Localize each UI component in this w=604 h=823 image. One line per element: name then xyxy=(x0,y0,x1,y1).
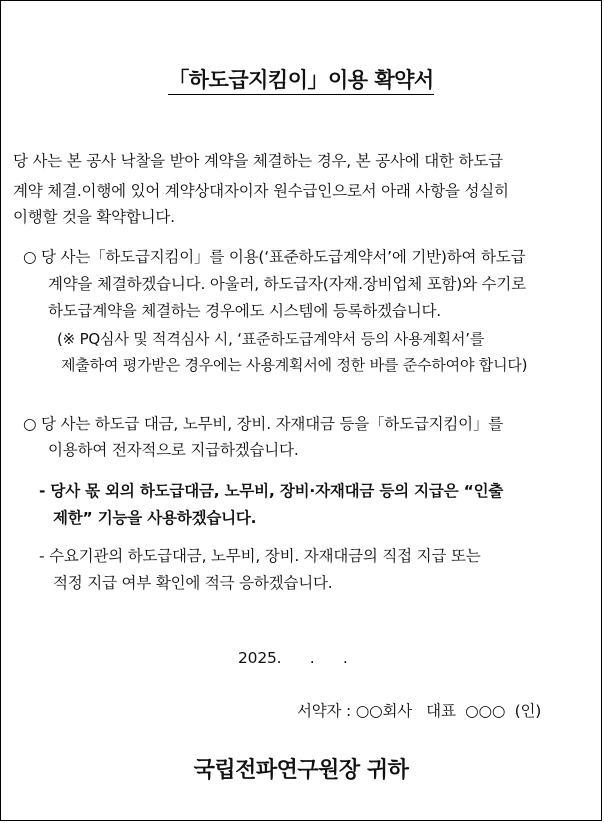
item2-sub1-line-1: - 당사 몫 외의 하도급대금, 노무비, 장비·자재대금 등의 지급은 “인출 xyxy=(39,482,504,500)
item1-line-1: ○ 당 사는「하도급지킴이」를 이용(‘표준하도급계약서’에 기반)하여 하도급 xyxy=(23,248,526,266)
intro-line-3: 이행할 것을 확약합니다. xyxy=(13,208,175,226)
intro-line-2: 계약 체결.이행에 있어 계약상대자이자 원수급인으로서 아래 사항을 성실히 xyxy=(13,182,509,200)
date-line: 2025. . . xyxy=(238,649,348,667)
item2-sub2-line-2: 적정 지급 여부 확인에 적극 응하겠습니다. xyxy=(53,574,333,592)
recipient-line: 국립전파연구원장 귀하 xyxy=(193,758,409,783)
item2-line-2: 이용하여 전자적으로 지급하겠습니다. xyxy=(48,441,299,459)
item1-line-3: 하도급계약을 체결하는 경우에도 시스템에 등록하겠습니다. xyxy=(48,302,441,320)
item1-note-line-2: 제출하여 평가받은 경우에는 사용계획서에 정한 바를 준수하여야 합니다) xyxy=(61,356,528,374)
item1-note-line-1: (※ PQ심사 및 적격심사 시, ‘표준하도급계약서 등의 사용계획서’를 xyxy=(57,330,485,348)
intro-line-1: 당 사는 본 공사 낙찰을 받아 계약을 체결하는 경우, 본 공사에 대한 하도급 xyxy=(13,152,503,170)
document-title: 「하도급지킴이」이용 확약서 xyxy=(1,64,601,94)
item2-sub1-line-2: 제한” 기능을 사용하겠습니다. xyxy=(53,509,257,527)
item2-line-1: ○ 당 사는 하도급 대금, 노무비, 장비. 자재대금 등을「하도급지킴이」를 xyxy=(23,415,504,433)
signer-line: 서약자 : ○○회사 대표 ○○○ (인) xyxy=(297,702,542,720)
item1-line-2: 계약을 체결하겠습니다. 아울러, 하도급자(자재.장비업체 포함)와 수기로 xyxy=(48,275,526,293)
item2-sub2-line-1: - 수요기관의 하도급대금, 노무비, 장비. 자재대금의 직접 지급 또는 xyxy=(39,547,481,565)
